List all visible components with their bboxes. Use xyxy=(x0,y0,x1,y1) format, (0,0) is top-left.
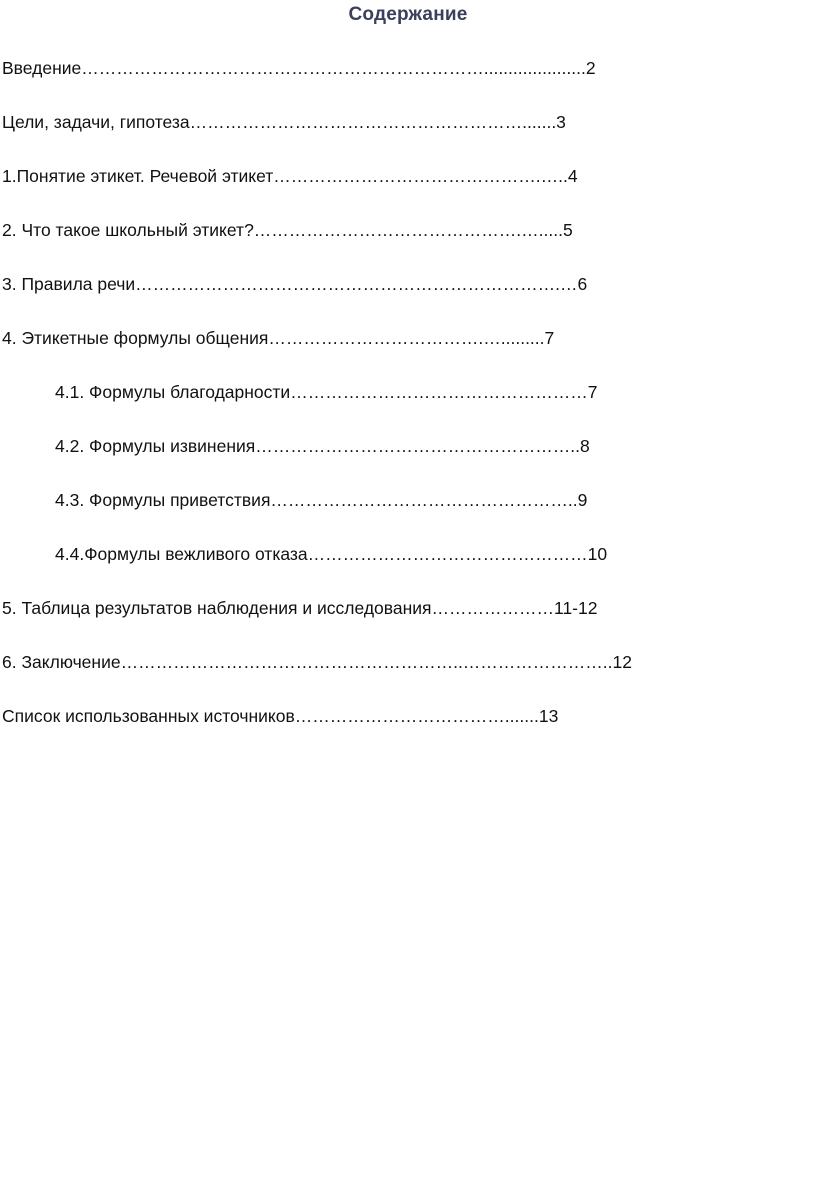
toc-entry-section-1: 1.Понятие этикет. Речевой этикет……………………………………….…..4 xyxy=(2,166,578,186)
toc-entry-section-6: 6. Заключение…………………………………………………..……………………..12 xyxy=(2,652,632,672)
toc-entry-section-4-2: 4.2. Формулы извинения………………………………………………..8 xyxy=(55,436,590,456)
toc-entry-section-4-4: 4.4.Формулы вежливого отказа…………………………………………10 xyxy=(55,544,608,564)
toc-entry-section-4-1: 4.1. Формулы благодарности……………………………………………7 xyxy=(55,382,598,402)
toc-entry-section-3: 3. Правила речи……………………………………………………………….…6 xyxy=(2,274,588,294)
toc-entry-sources: Список использованных источников……………………………….......13 xyxy=(2,706,559,726)
toc-entry-section-4-3: 4.3. Формулы приветствия……………………………………………..9 xyxy=(55,490,588,510)
toc-entry-goals: Цели, задачи, гипотеза………………………………………………….......3 xyxy=(2,112,566,132)
page-title: Содержание xyxy=(348,4,468,25)
toc-entry-section-5: 5. Таблица результатов наблюдения и исследования…………………11-12 xyxy=(2,598,598,618)
toc-entry-section-4: 4. Этикетные формулы общения……………………………….….........7 xyxy=(2,328,555,348)
toc-entry-section-2: 2. Что такое школьный этикет?……………………………………….….....5 xyxy=(2,220,573,240)
toc-entry-introduction: Введение…………………………………………………………….....................2 xyxy=(2,58,596,78)
